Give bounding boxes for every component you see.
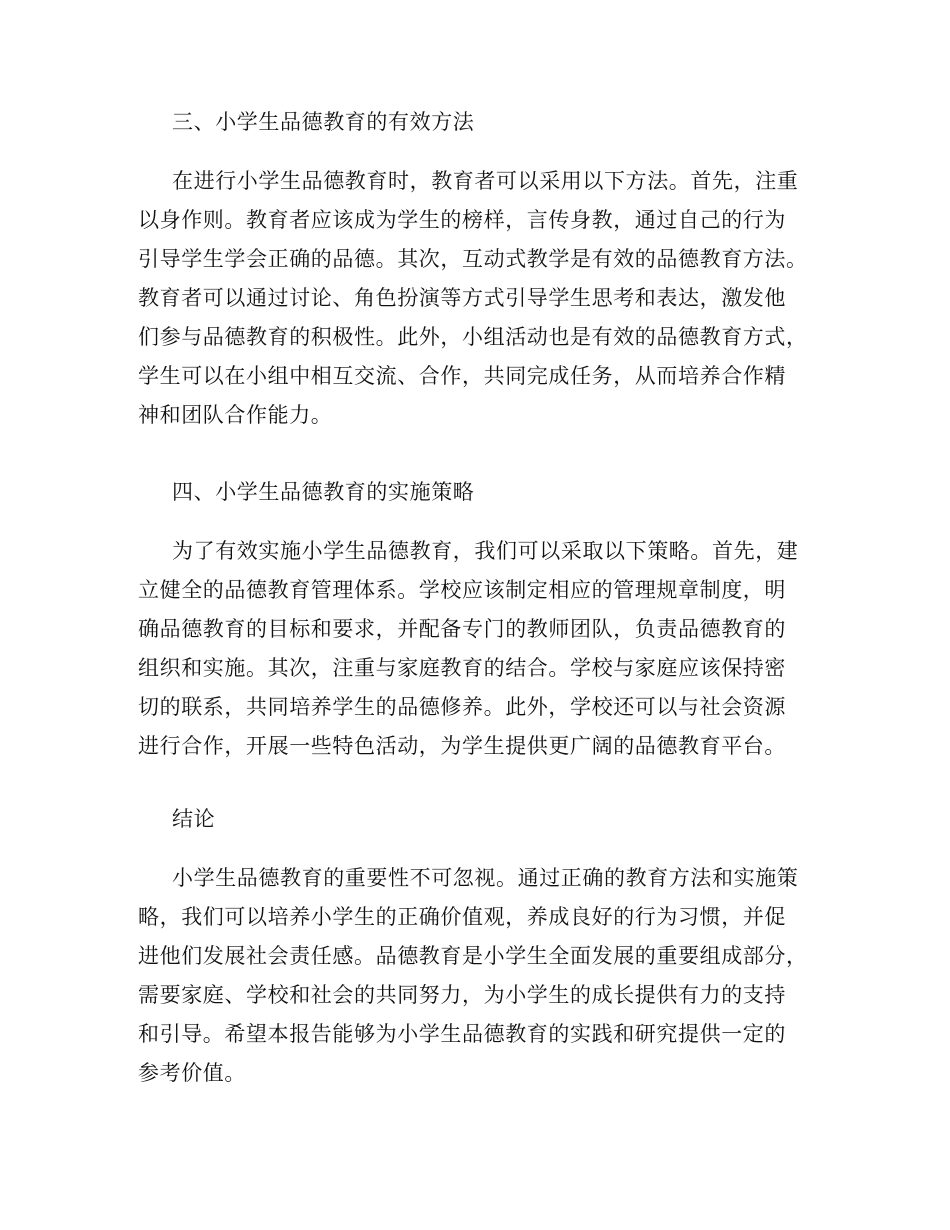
paragraph-line: 略，我们可以培养小学生的正确价值观，养成良好的行为习惯，并促 [138,905,786,929]
paragraph-line: 以身作则。教育者应该成为学生的榜样，言传身教，通过自己的行为 [138,208,786,232]
paragraph-line: 和引导。希望本报告能够为小学生品德教育的实践和研究提供一定的 [138,1022,786,1046]
paragraph-line: 需要家庭、学校和社会的共同努力，为小学生的成长提供有力的支持 [138,983,786,1007]
paragraph-line: 引导学生学会正确的品德。其次，互动式教学是有效的品德教育方法。 [138,247,808,271]
paragraph-line: 学生可以在小组中相互交流、合作，共同完成任务，从而培养合作精 [138,364,786,388]
paragraph-line: 们参与品德教育的积极性。此外，小组活动也是有效的品德教育方式， [138,325,808,349]
paragraph-line: 组织和实施。其次，注重与家庭教育的结合。学校与家庭应该保持密 [138,656,786,680]
section-heading: 三、小学生品德教育的有效方法 [172,110,475,134]
paragraph-line: 神和团队合作能力。 [138,403,333,427]
paragraph-line: 小学生品德教育的重要性不可忽视。通过正确的教育方法和实施策 [172,866,799,890]
paragraph-line: 立健全的品德教育管理体系。学校应该制定相应的管理规章制度，明 [138,578,786,602]
paragraph-line: 确品德教育的目标和要求，并配备专门的教师团队，负责品德教育的 [138,617,786,641]
section-heading: 结论 [172,807,216,831]
paragraph-line: 为了有效实施小学生品德教育，我们可以采取以下策略。首先，建 [172,539,799,563]
paragraph-line: 进他们发展社会责任感。品德教育是小学生全面发展的重要组成部分， [138,944,808,968]
paragraph-line: 切的联系，共同培养学生的品德修养。此外，学校还可以与社会资源 [138,695,786,719]
paragraph-line: 在进行小学生品德教育时，教育者可以采用以下方法。首先，注重 [172,169,799,193]
paragraph-line: 教育者可以通过讨论、角色扮演等方式引导学生思考和表达，激发他 [138,286,786,310]
paragraph-line: 参考价值。 [138,1061,246,1085]
paragraph-line: 进行合作，开展一些特色活动，为学生提供更广阔的品德教育平台。 [138,734,786,758]
section-heading: 四、小学生品德教育的实施策略 [172,480,475,504]
